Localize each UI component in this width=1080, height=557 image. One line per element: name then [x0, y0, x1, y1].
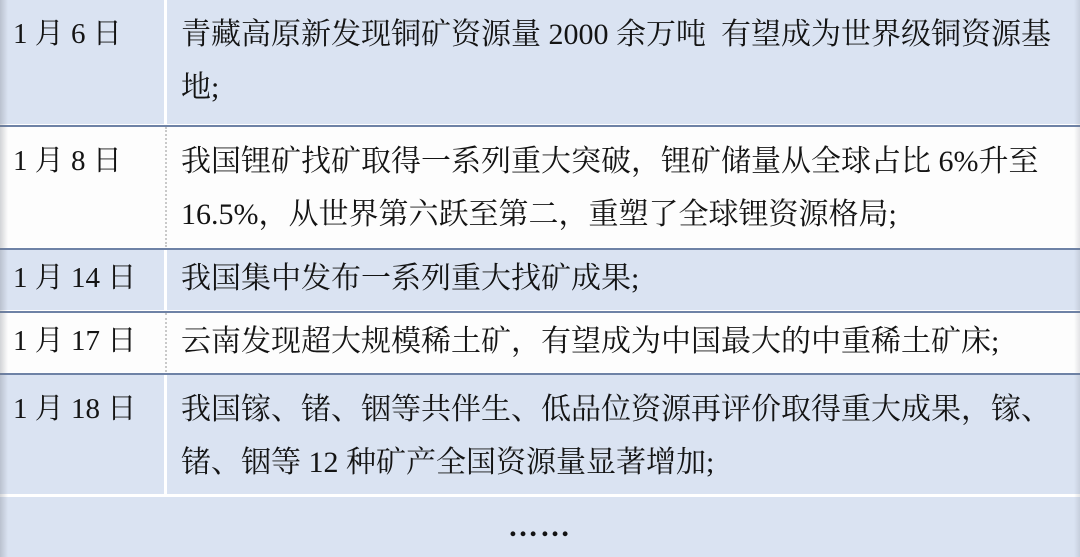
event-cell: 我国锂矿找矿取得一系列重大突破，锂矿储量从全球占比 6%升至 16.5%，从世界第六跃至第二，重塑了全球锂资源格局;: [181, 145, 1046, 231]
table-row: [0, 250, 1080, 310]
event-cell: 云南发现超大规模稀土矿，有望成为中国最大的中重稀土矿床;: [181, 325, 1000, 358]
date-cell: 1 月 17 日: [0, 313, 167, 372]
date-cell: 1 月 6 日: [0, 0, 167, 124]
event-cell: 我国集中发布一系列重大找矿成果;: [181, 262, 640, 295]
event-cell: 我国镓、锗、铟等共伴生、低品位资源再评价取得重大成果，镓、锗、铟等 12 种矿产全国资源量显著增加;: [181, 393, 1051, 479]
table-row: [0, 375, 1080, 494]
date-cell: 1 月 18 日: [0, 375, 167, 494]
ellipsis-row: [0, 497, 1080, 557]
date-cell: 1 月 8 日: [0, 127, 167, 247]
event-cell: 青藏高原新发现铜矿资源量 2000 余万吨 有望成为世界级铜资源基地;: [181, 18, 1051, 104]
table-row: [0, 313, 1080, 372]
ellipsis-text: ……: [508, 510, 572, 543]
table-row: [0, 0, 1080, 124]
table-row: [0, 127, 1080, 247]
date-cell: 1 月 14 日: [0, 250, 167, 310]
